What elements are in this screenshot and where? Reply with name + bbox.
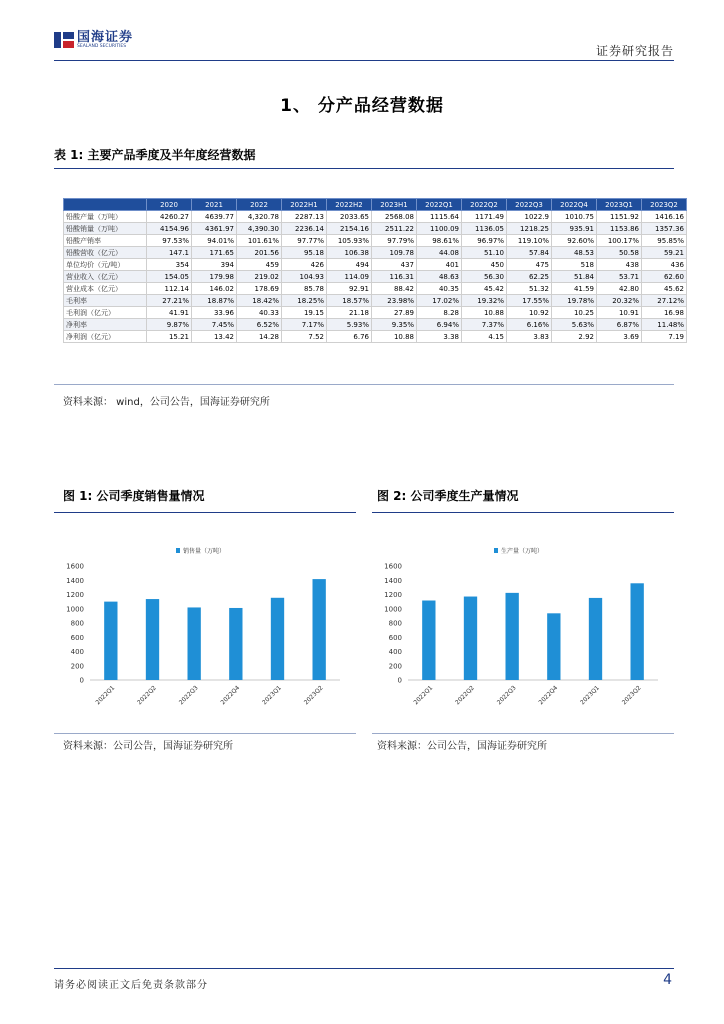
table-row-label: 净利率 (64, 319, 147, 331)
bar (422, 601, 435, 680)
table-cell: 6.52% (237, 319, 282, 331)
table-cell: 6.76 (327, 331, 372, 343)
table-cell: 48.63 (417, 271, 462, 283)
table-cell: 394 (192, 259, 237, 271)
x-tick-label: 2023Q2 (302, 684, 325, 707)
table-cell: 1151.92 (597, 211, 642, 223)
table-header-cell: 2023Q2 (642, 199, 687, 211)
table-cell: 18.25% (282, 295, 327, 307)
x-tick-label: 2023Q2 (620, 684, 643, 707)
y-tick-label: 0 (79, 676, 84, 685)
table-row-label: 净利润（亿元） (64, 331, 147, 343)
table-cell: 1357.36 (642, 223, 687, 235)
table-row-label: 铅酸销量（万吨） (64, 223, 147, 235)
table-cell: 438 (597, 259, 642, 271)
table-cell: 7.19 (642, 331, 687, 343)
y-tick-label: 1400 (384, 576, 402, 585)
table-cell: 10.88 (462, 307, 507, 319)
legend-label: 销售量（万吨） (183, 548, 226, 555)
x-tick-label: 2022Q4 (219, 684, 242, 707)
table-cell: 18.57% (327, 295, 372, 307)
table-cell: 146.02 (192, 283, 237, 295)
table-cell: 104.93 (282, 271, 327, 283)
table-cell: 101.61% (237, 235, 282, 247)
logo-name-en: SEALAND SECURITIES (77, 43, 127, 49)
table-cell: 100.17% (597, 235, 642, 247)
sales-volume-chart (54, 514, 356, 734)
table-cell: 97.77% (282, 235, 327, 247)
table-cell: 59.21 (642, 247, 687, 259)
table-cell: 201.56 (237, 247, 282, 259)
figure1-bottom-rule (54, 733, 356, 734)
table-cell: 51.10 (462, 247, 507, 259)
table-header-cell: 2022Q4 (552, 199, 597, 211)
y-tick-label: 400 (388, 648, 402, 656)
table-cell: 105.93% (327, 235, 372, 247)
table-row (64, 283, 687, 295)
table-cell: 92.91 (327, 283, 372, 295)
table-cell: 2.92 (552, 331, 597, 343)
table-cell: 112.14 (147, 283, 192, 295)
table-cell: 97.53% (147, 235, 192, 247)
table-cell: 13.42 (192, 331, 237, 343)
table-header-cell: 2020 (147, 199, 192, 211)
table-cell: 4,390.30 (237, 223, 282, 235)
table-header-cell: 2022 (237, 199, 282, 211)
table-cell: 19.78% (552, 295, 597, 307)
page-number: 4 (663, 972, 672, 988)
table-caption-rule (54, 168, 674, 169)
table-cell: 2154.16 (327, 223, 372, 235)
bar (146, 599, 159, 680)
table-header-cell: 2023Q1 (597, 199, 642, 211)
table-cell: 40.33 (237, 307, 282, 319)
table-cell: 2033.65 (327, 211, 372, 223)
table-row (64, 211, 687, 223)
chart-legend (176, 547, 225, 555)
figure2-caption: 图 2: 公司季度生产量情况 (377, 489, 519, 503)
table-header-cell: 2021 (192, 199, 237, 211)
y-tick-label: 800 (388, 619, 402, 628)
table-cell: 7.52 (282, 331, 327, 343)
table-row (64, 259, 687, 271)
table-cell: 2568.08 (372, 211, 417, 223)
table-header-cell: 2022Q2 (462, 199, 507, 211)
legend-label: 生产量（万吨） (501, 548, 544, 555)
table-cell: 1136.05 (462, 223, 507, 235)
table-row-label: 铅酸产量（万吨） (64, 211, 147, 223)
x-tick-label: 2022Q2 (136, 684, 158, 707)
table-cell: 9.35% (372, 319, 417, 331)
table-cell: 1010.75 (552, 211, 597, 223)
bar (271, 598, 284, 680)
x-tick-label: 2022Q3 (495, 684, 518, 707)
table-cell: 40.35 (417, 283, 462, 295)
table-cell: 17.55% (507, 295, 552, 307)
table-cell: 10.25 (552, 307, 597, 319)
table-cell: 19.15 (282, 307, 327, 319)
table-cell: 1171.49 (462, 211, 507, 223)
table-cell: 51.84 (552, 271, 597, 283)
table-cell: 437 (372, 259, 417, 271)
figure2-caption-rule (372, 512, 674, 513)
bar (229, 608, 242, 680)
table-cell: 401 (417, 259, 462, 271)
y-tick-label: 1600 (384, 562, 402, 571)
table-cell: 92.60% (552, 235, 597, 247)
table-cell: 5.93% (327, 319, 372, 331)
table-cell: 45.42 (462, 283, 507, 295)
table-cell: 1153.86 (597, 223, 642, 235)
table-cell: 6.87% (597, 319, 642, 331)
table-cell: 5.63% (552, 319, 597, 331)
operating-data-table (63, 198, 687, 343)
table-row (64, 331, 687, 343)
table-cell: 1416.16 (642, 211, 687, 223)
table-cell: 116.31 (372, 271, 417, 283)
table-cell: 10.88 (372, 331, 417, 343)
table-header-cell: 2022H2 (327, 199, 372, 211)
table-header-cell: 2022Q3 (507, 199, 552, 211)
table-cell: 42.80 (597, 283, 642, 295)
bar (506, 593, 519, 680)
y-tick-label: 1200 (66, 591, 84, 599)
footer-divider (54, 968, 674, 969)
y-tick-label: 1600 (66, 562, 84, 571)
table-row (64, 295, 687, 307)
table-cell: 6.94% (417, 319, 462, 331)
table-cell: 98.61% (417, 235, 462, 247)
table-cell: 27.21% (147, 295, 192, 307)
table-row (64, 307, 687, 319)
table-cell: 4,320.78 (237, 211, 282, 223)
table-cell: 354 (147, 259, 192, 271)
bar (188, 607, 201, 680)
table-cell: 51.32 (507, 283, 552, 295)
table-header-cell: 2023H1 (372, 199, 417, 211)
table-cell: 1100.09 (417, 223, 462, 235)
table-cell: 109.78 (372, 247, 417, 259)
table-cell: 426 (282, 259, 327, 271)
table-row-label: 铅酸营收（亿元） (64, 247, 147, 259)
bar (631, 583, 644, 680)
table-row-label: 营业收入（亿元） (64, 271, 147, 283)
table-cell: 119.10% (507, 235, 552, 247)
y-tick-label: 200 (70, 662, 84, 671)
table-cell: 4639.77 (192, 211, 237, 223)
table-row-label: 毛利率 (64, 295, 147, 307)
table-cell: 48.53 (552, 247, 597, 259)
chart-legend (494, 547, 543, 555)
table-cell: 45.62 (642, 283, 687, 295)
table-cell: 23.98% (372, 295, 417, 307)
x-tick-label: 2022Q2 (454, 684, 476, 707)
table-row (64, 223, 687, 235)
figure1-source: 资料来源：公司公告，国海证券研究所 (63, 741, 233, 752)
table-cell: 8.28 (417, 307, 462, 319)
table-cell: 178.69 (237, 283, 282, 295)
table-cell: 62.25 (507, 271, 552, 283)
table-cell: 20.32% (597, 295, 642, 307)
figure2-bottom-rule (372, 733, 674, 734)
table-cell: 4.15 (462, 331, 507, 343)
table-cell: 21.18 (327, 307, 372, 319)
table-cell: 3.38 (417, 331, 462, 343)
table-cell: 3.69 (597, 331, 642, 343)
table-cell: 1218.25 (507, 223, 552, 235)
production-volume-chart (372, 514, 674, 734)
y-tick-label: 1000 (66, 605, 84, 614)
table-cell: 7.37% (462, 319, 507, 331)
table-cell: 88.42 (372, 283, 417, 295)
table-cell: 6.16% (507, 319, 552, 331)
table-source: 资料来源： wind，公司公告，国海证券研究所 (63, 397, 270, 408)
y-tick-label: 800 (70, 619, 84, 628)
table-cell: 1115.64 (417, 211, 462, 223)
logo-icon (54, 30, 74, 50)
table-cell: 56.30 (462, 271, 507, 283)
table-row-label: 单位均价（元/吨） (64, 259, 147, 271)
footer-disclaimer: 请务必阅读正文后免责条款部分 (54, 980, 208, 991)
table-cell: 15.21 (147, 331, 192, 343)
table-cell: 57.84 (507, 247, 552, 259)
x-tick-label: 2022Q1 (94, 684, 117, 707)
table-caption: 表 1: 主要产品季度及半年度经营数据 (54, 148, 256, 162)
x-tick-label: 2022Q3 (177, 684, 200, 707)
table-cell: 41.59 (552, 283, 597, 295)
table-cell: 27.12% (642, 295, 687, 307)
table-cell: 19.32% (462, 295, 507, 307)
table-cell: 179.98 (192, 271, 237, 283)
table-cell: 2236.14 (282, 223, 327, 235)
figure2-source: 资料来源：公司公告，国海证券研究所 (377, 741, 547, 752)
table-cell: 114.09 (327, 271, 372, 283)
table-cell: 62.60 (642, 271, 687, 283)
table-cell: 44.08 (417, 247, 462, 259)
table-row (64, 235, 687, 247)
bar (104, 602, 117, 680)
table-cell: 154.05 (147, 271, 192, 283)
table-cell: 4154.96 (147, 223, 192, 235)
table-cell: 95.18 (282, 247, 327, 259)
report-type: 证券研究报告 (595, 44, 674, 58)
y-tick-label: 200 (388, 662, 402, 671)
x-tick-label: 2022Q1 (412, 684, 435, 707)
bar (313, 579, 326, 680)
table-cell: 7.45% (192, 319, 237, 331)
table-cell: 3.83 (507, 331, 552, 343)
x-tick-label: 2023Q1 (579, 684, 601, 707)
y-tick-label: 0 (397, 676, 402, 685)
table-header-cell (64, 199, 147, 211)
table-cell: 41.91 (147, 307, 192, 319)
table-cell: 1022.9 (507, 211, 552, 223)
legend-swatch (494, 548, 498, 553)
bar (464, 597, 477, 680)
table-cell: 436 (642, 259, 687, 271)
y-tick-label: 1000 (384, 605, 402, 614)
figure1-caption-rule (54, 512, 356, 513)
bar (589, 598, 602, 680)
table-row-label: 铅酸产销率 (64, 235, 147, 247)
table-cell: 11.48% (642, 319, 687, 331)
table-cell: 450 (462, 259, 507, 271)
y-tick-label: 1200 (384, 591, 402, 599)
table-cell: 459 (237, 259, 282, 271)
table-header-cell: 2022H1 (282, 199, 327, 211)
table-cell: 14.28 (237, 331, 282, 343)
table-row (64, 319, 687, 331)
table-cell: 85.78 (282, 283, 327, 295)
table-row (64, 271, 687, 283)
table-header-row (64, 199, 687, 211)
table-cell: 106.38 (327, 247, 372, 259)
table-cell: 494 (327, 259, 372, 271)
table-cell: 171.65 (192, 247, 237, 259)
logo-name-cn: 国海证券 (77, 29, 134, 45)
table-cell: 4361.97 (192, 223, 237, 235)
y-tick-label: 1400 (66, 576, 84, 585)
section-title: 1、 分产品经营数据 (280, 96, 444, 116)
table-cell: 50.58 (597, 247, 642, 259)
table-row-label: 营业成本（亿元） (64, 283, 147, 295)
y-tick-label: 400 (70, 648, 84, 656)
table-cell: 95.85% (642, 235, 687, 247)
page-header (54, 30, 674, 60)
table-cell: 17.02% (417, 295, 462, 307)
table-cell: 16.98 (642, 307, 687, 319)
bar (547, 613, 560, 680)
table-cell: 7.17% (282, 319, 327, 331)
table-cell: 219.02 (237, 271, 282, 283)
table-cell: 53.71 (597, 271, 642, 283)
x-tick-label: 2023Q1 (261, 684, 283, 707)
y-tick-label: 600 (70, 633, 84, 642)
table-cell: 18.87% (192, 295, 237, 307)
table-cell: 518 (552, 259, 597, 271)
table-cell: 18.42% (237, 295, 282, 307)
table-cell: 97.79% (372, 235, 417, 247)
table-cell: 27.89 (372, 307, 417, 319)
table-cell: 33.96 (192, 307, 237, 319)
table-header-cell: 2022Q1 (417, 199, 462, 211)
table-cell: 96.97% (462, 235, 507, 247)
legend-swatch (176, 548, 180, 553)
table-cell: 9.87% (147, 319, 192, 331)
table-cell: 10.91 (597, 307, 642, 319)
table-cell: 2287.13 (282, 211, 327, 223)
table-bottom-rule (54, 384, 674, 385)
x-tick-label: 2022Q4 (537, 684, 560, 707)
figure1-caption: 图 1: 公司季度销售量情况 (63, 489, 205, 503)
y-tick-label: 600 (388, 633, 402, 642)
table-row (64, 247, 687, 259)
table-cell: 475 (507, 259, 552, 271)
table-cell: 2511.22 (372, 223, 417, 235)
header-divider (54, 60, 674, 61)
table-cell: 147.1 (147, 247, 192, 259)
table-cell: 10.92 (507, 307, 552, 319)
table-cell: 94.01% (192, 235, 237, 247)
table-row-label: 毛利润（亿元） (64, 307, 147, 319)
table-cell: 4260.27 (147, 211, 192, 223)
table-cell: 935.91 (552, 223, 597, 235)
company-logo (54, 30, 133, 50)
